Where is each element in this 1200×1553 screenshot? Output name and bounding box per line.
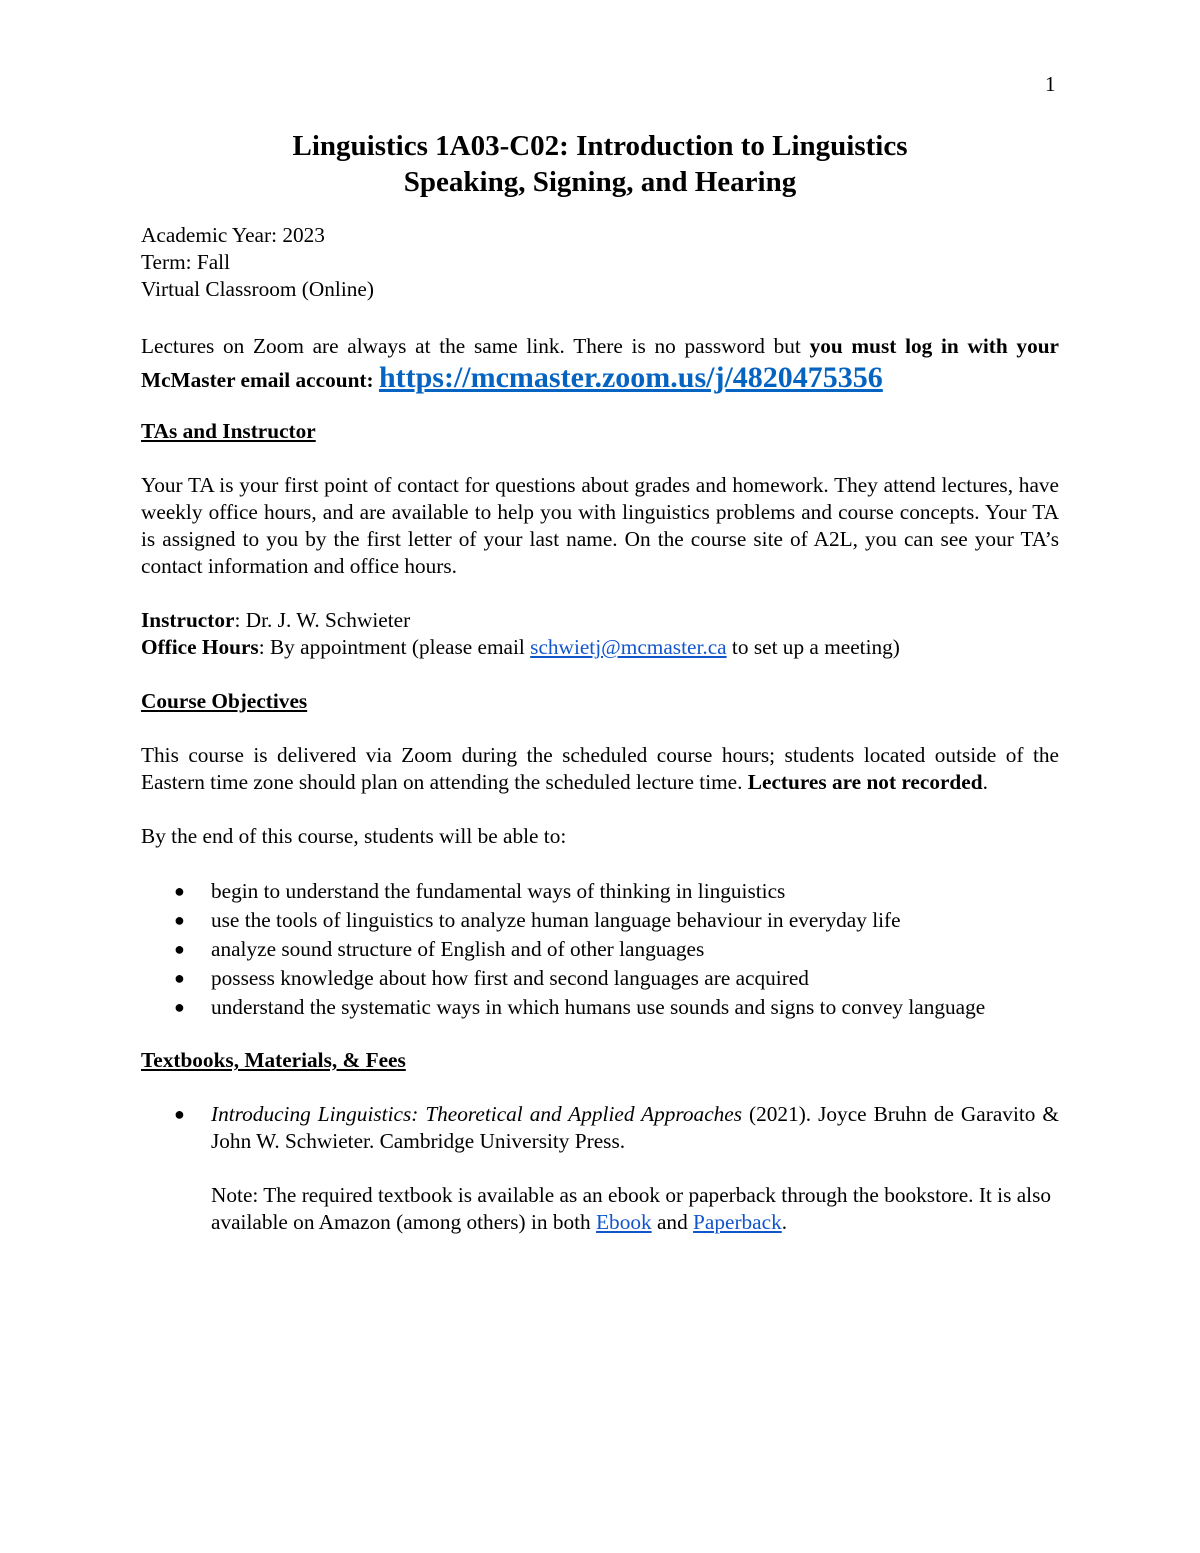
instructor-line [141, 607, 1059, 634]
page-subtitle: Speaking, Signing, and Hearing [403, 166, 797, 198]
list-item [174, 1101, 1059, 1155]
objectives-heading: Course Objectives [141, 689, 308, 713]
instructor-email-link[interactable]: schwietj@mcmaster.ca [530, 635, 727, 659]
zoom-link[interactable]: https://mcmaster.zoom.us/j/4820475356 [378, 361, 883, 394]
page-title: Linguistics 1A03-C02: Introduction to Linguistics [292, 130, 908, 162]
bullet-icon: ● [174, 881, 185, 901]
document-body [141, 128, 1059, 1236]
tas-heading: TAs and Instructor [141, 419, 316, 443]
zoom-text: Lectures on Zoom are always at the same link. There is no password but [141, 334, 810, 358]
list-item-text: understand the systematic ways in which humans use sounds and signs to convey language [211, 995, 986, 1019]
bullet-icon: ● [174, 1104, 185, 1124]
zoom-bold-text: you must log in with your McMaster email account: [141, 334, 1060, 392]
objectives-text: This course is delivered via Zoom during the scheduled course hours; students located outside of the Eastern time zone should plan on attending the scheduled lecture time. [141, 743, 1059, 794]
office-hours-label: Office Hours [141, 635, 259, 659]
book-details: (2021). Joyce Bruhn de Garavito & John W. Schwieter. Cambridge University Press. [211, 1102, 1059, 1153]
bullet-icon: ● [174, 997, 185, 1017]
note-period: . [781, 1210, 788, 1234]
list-item-text: begin to understand the fundamental ways of thinking in linguistics [211, 879, 786, 903]
textbooks-list [141, 1101, 1059, 1155]
instructor-value: : Dr. J. W. Schwieter [234, 608, 411, 632]
office-hours-pre: : By appointment (please email [258, 635, 531, 659]
academic-year: Academic Year: 2023 [141, 223, 325, 247]
book-title: Introducing Linguistics: Theoretical and Applied Approaches [211, 1102, 743, 1126]
list-item [174, 935, 1059, 964]
list-item [174, 993, 1059, 1022]
instructor-label: Instructor [141, 608, 235, 632]
list-item-text: possess knowledge about how first and second languages are acquired [211, 966, 809, 990]
objectives-list [141, 877, 1059, 1022]
objectives-end: . [982, 770, 988, 794]
paperback-link[interactable]: Paperback [693, 1210, 782, 1234]
list-item-text: analyze sound structure of English and of other languages [211, 937, 705, 961]
page-number: 1 [1045, 72, 1056, 96]
bullet-icon: ● [174, 910, 185, 930]
office-hours-line [141, 634, 1059, 661]
ebook-link[interactable]: Ebook [596, 1210, 652, 1234]
office-hours-post: to set up a meeting) [726, 635, 900, 659]
objectives-paragraph [141, 742, 1059, 796]
list-item [174, 877, 1059, 906]
term: Term: Fall [141, 250, 231, 274]
note-and: and [651, 1210, 694, 1234]
list-item [174, 964, 1059, 993]
textbooks-heading: Textbooks, Materials, & Fees [141, 1048, 406, 1072]
note-text: Note: The required textbook is available as an ebook or paperback through the bookstore. It is also available on Amazon (among others) in both [211, 1183, 1051, 1234]
bullet-icon: ● [174, 968, 185, 988]
bullet-icon: ● [174, 939, 185, 959]
objectives-bold: Lectures are not recorded [747, 770, 983, 794]
list-item-text: use the tools of linguistics to analyze human language behaviour in everyday life [211, 908, 901, 932]
objectives-intro: By the end of this course, students will be able to: [141, 824, 567, 848]
tas-paragraph: Your TA is your first point of contact for questions about grades and homework. They attend lectures, have weekly office hours, and are available to help you with linguistics problems and course concepts. Your TA is assigned to you by the first letter of your last name. On the course site of A2L, you can see your TA’s contact information and office hours. [141, 473, 1059, 578]
zoom-paragraph [141, 330, 1059, 396]
list-item [174, 906, 1059, 935]
textbook-note [211, 1182, 1059, 1236]
classroom: Virtual Classroom (Online) [141, 277, 374, 301]
